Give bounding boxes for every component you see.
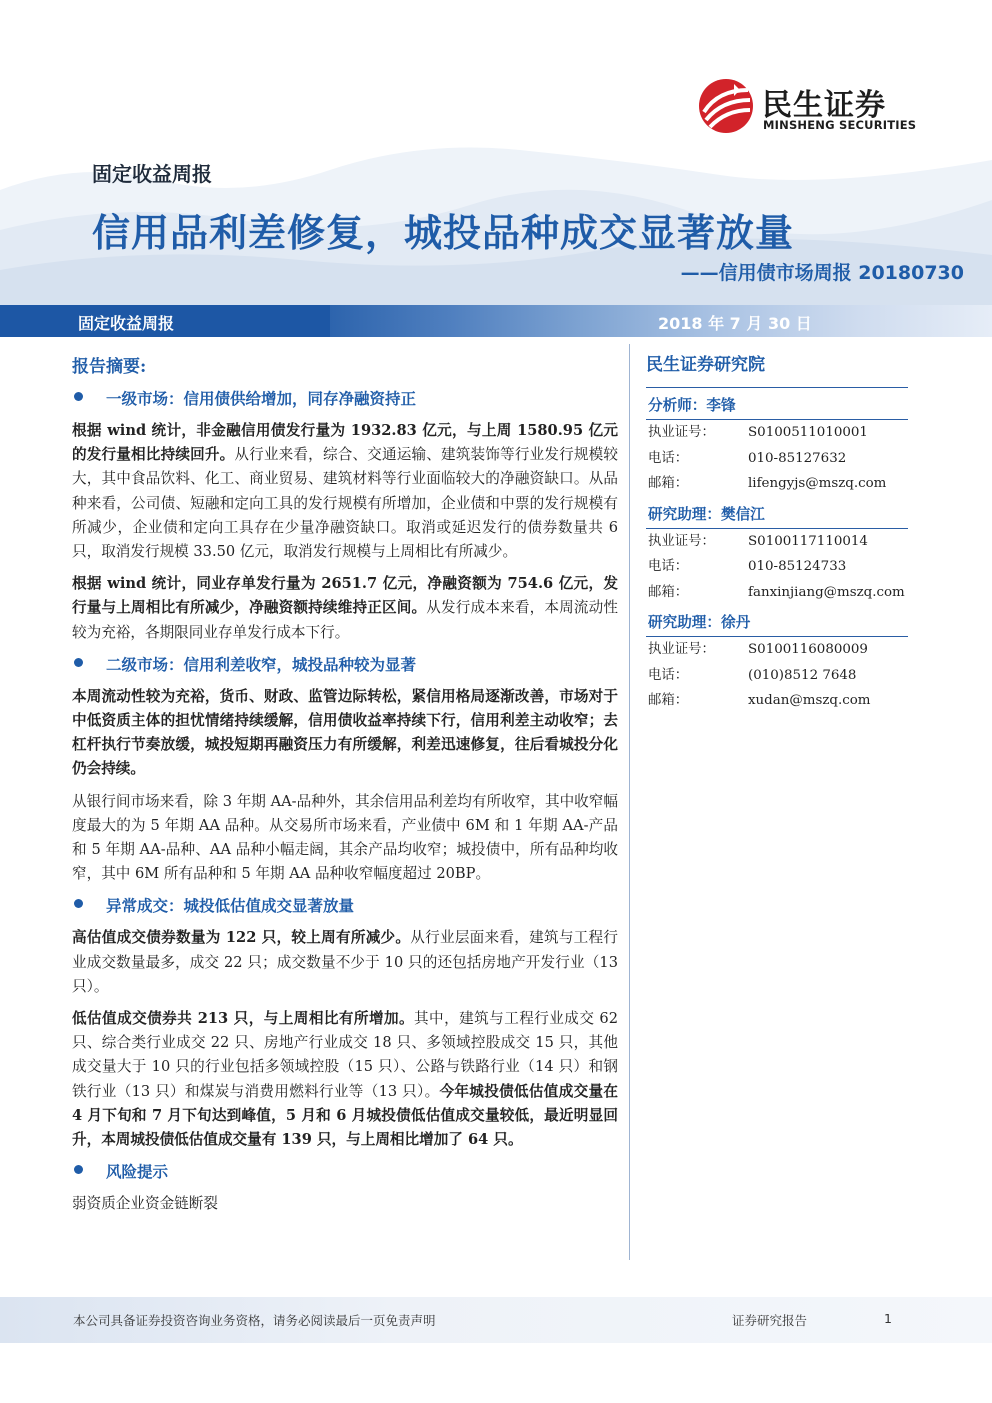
section-heading: 二级市场：信用利差收窄，城投品种较为显著 [72,653,618,675]
report-summary [72,352,618,1224]
footer-report-type: 证券研究报告 [732,1313,808,1328]
email-link[interactable]: fanxinjiang@mszq.com [748,584,905,600]
email-link[interactable]: lifengyjs@mszq.com [748,476,887,491]
analyst-role: 分析师：李锋 [646,387,908,420]
band-date: 2018 年 7 月 30 日 [658,314,812,333]
contact-row: 电话： (010)8512 7648 [648,667,857,683]
paragraph: 本周流动性较为充裕，货币、财政、监管边际转松，紧信用格局逐渐改善，市场对于中低资质主体的担忧情绪持续缓解，信用债收益率持续下行，信用利差主动收窄；去杠杆执行节奏放缓，城投短期再融资压力有所缓解，利差迅速修复，往后看城投分化仍会持续。 [72,687,618,778]
paragraph: 弱资质企业资金链断裂 [72,1195,218,1213]
analyst-role: 研究助理：樊信江 [646,497,908,529]
contact-row: 邮箱： fanxinjiang@mszq.com [646,580,908,606]
page-footer [0,1297,992,1343]
title-band [0,305,992,337]
band-doc-type: 固定收益周报 [78,314,175,333]
contact-row: 执业证号： S0100116080009 [648,642,868,657]
contact-row: 邮箱： lifengyjs@mszq.com [646,471,908,497]
contact-row: 执业证号： S0100117110014 [648,533,868,549]
analyst-sidebar [646,350,908,714]
institute-name: 民生证券研究院 [646,355,765,375]
email-link[interactable]: xudan@mszq.com [748,693,871,708]
brand-name-cn: 民生证券 [762,88,886,123]
brand-logo [696,76,926,136]
contact-row: 邮箱： xudan@mszq.com [646,688,908,714]
page-subtitle: ——信用债市场周报 20180730 [680,262,964,284]
summary-heading: 报告摘要: [72,357,147,377]
bullet-icon [74,392,83,401]
paragraph: 从银行间市场来看，除 3 年期 AA-品种外，其余信用品利差均有所收窄，其中收窄幅度最大的为 5 年期 AA 品种。从交易所市场来看，产业债中 6M 和 1 年期 AA-产品和 5 年期 AA-品种、AA 品种小幅走阔，其余产品均收窄；城投债中，所有品种均收窄，其中 6M 所有品种和 5 年期 AA 品种收窄幅度超过 20BP。 [72,792,618,883]
paragraph: 根据 wind 统计，非金融信用债发行量为 1932.83 亿元，与上周 1580.95 亿元的发行量相比持续回升。从行业来看，综合、交通运输、建筑装饰等行业发行规模较大，其中食品饮料、化工、商业贸易、建筑材料等行业面临较大的净融资缺口。从品种来看，公司债、短融和定向工具的发行规模有所增加，企业债和中票的发行规模有所减少，企业债和定向工具存在少量净融资缺口。取消或延迟发行的债券数量共 6 只，取消发行规模 33.50 亿元，取消发行规模与上周相比有所减少。 [72,422,618,561]
paragraph: 低估值成交债券共 213 只，与上周相比有所增加。其中，建筑与工程行业成交 62 只、综合类行业成交 22 只、房地产行业成交 18 只、多领域控股成交 15 只，其他成交量大于 10 只的行业包括多领域控股（15 只）、公路与铁路行业（14 只）和钢铁行业（13 只）和煤炭与消费用燃料行业等（13 只）。今年城投债低估值成交量在 4 月下旬和 7 月下旬达到峰值，5 月和 6 月城投债低估值成交量较低，最近明显回升，本周城投债低估值成交量有 139 只，与上周相比增加了 64 只。 [72,1010,618,1149]
brand-name-en: MINSHENG SECURITIES [763,118,917,132]
analyst-role: 研究助理：徐丹 [646,605,908,637]
section-heading: 异常成交：城投低估值成交显著放量 [72,894,618,916]
footer-disclaimer: 本公司具备证券投资咨询业务资格，请务必阅读最后一页免责声明 [73,1313,436,1328]
bullet-icon [74,899,83,908]
contact-row: 执业证号： S0100511010001 [648,425,868,440]
section-heading: 一级市场：信用债供给增加，同存净融资持正 [72,387,618,409]
contact-row: 电话： 010-85124733 [648,559,847,574]
paragraph: 高估值成交债券数量为 122 只，较上周有所减少。从行业层面来看，建筑与工程行业成交数量最多，成交 22 只；成交数量不少于 10 只的还包括房地产开发行业（13 只）。 [72,929,618,995]
section-heading: 风险提示 [72,1160,618,1182]
document-type: 固定收益周报 [92,162,212,186]
paragraph: 根据 wind 统计，同业存单发行量为 2651.7 亿元，净融资额为 754.6 亿元，发行量与上周相比有所减少，净融资额持续维持正区间。从发行成本来看，本周流动性较为充裕，各期限同业存单发行成本下行。 [72,575,618,641]
page-title: 信用品利差修复，城投品种成交显著放量 [92,211,795,255]
bullet-icon [74,1165,83,1174]
page-number: 1 [884,1311,892,1326]
column-divider [629,344,630,1260]
contact-row: 电话： 010-85127632 [648,450,847,466]
bullet-icon [74,658,83,667]
logo-icon [696,76,756,136]
